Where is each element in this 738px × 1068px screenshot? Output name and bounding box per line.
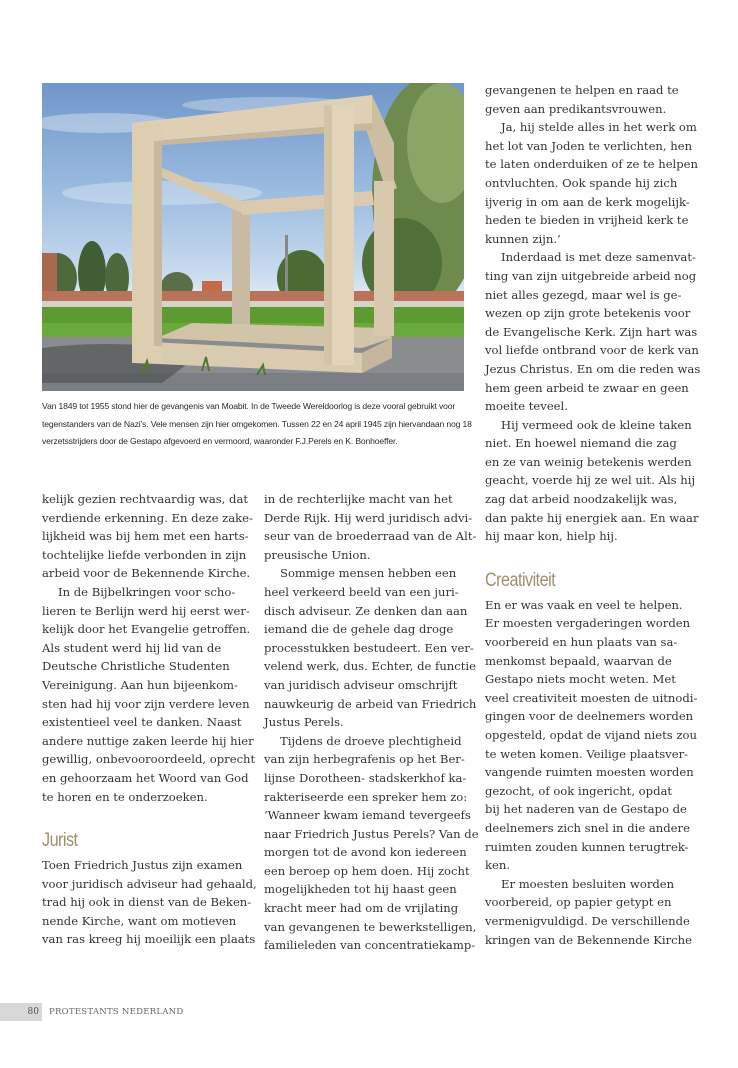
text-line: Inderdaad is met deze samenvat- bbox=[501, 250, 696, 265]
text-line: arbeid voor de Bekennende Kirche. bbox=[42, 566, 251, 581]
text-line: lijkheid was bij hem met een harts- bbox=[42, 529, 249, 544]
text-line: Vereinigung. Aan hun bijeenkom- bbox=[42, 677, 238, 692]
text-line: zag dat arbeid noodzakelijk was, bbox=[485, 492, 678, 507]
text-line: en gehoorzaam het Woord van God bbox=[42, 770, 249, 785]
text-line: van zijn herbegrafenis op het Ber- bbox=[264, 752, 465, 767]
caption-line: Van 1849 tot 1955 stond hier de gevangenis van Moabit. In de Tweede Wereldoorlog is deze vooral gebruikt voor bbox=[42, 401, 456, 411]
text-line: familieleden van concentratiekamp- bbox=[264, 938, 476, 953]
text-line: preusische Union. bbox=[264, 547, 371, 562]
paragraph bbox=[42, 856, 257, 949]
text-line: Als student werd hij lid van de bbox=[42, 640, 222, 655]
text-line: ontvluchten. Ook spande hij zich bbox=[485, 175, 678, 190]
text-line: disch adviseur. Ze denken dan aan bbox=[264, 603, 468, 618]
section-heading-creativiteit: Creativiteit bbox=[485, 569, 556, 591]
text-line: In de Bijbelkringen voor scho- bbox=[58, 584, 236, 599]
memorial-cube-illustration bbox=[42, 83, 464, 391]
text-line: lijnse Dorotheen- stadskerkhof ka- bbox=[264, 770, 467, 785]
text-line: kringen van de Bekennende Kirche bbox=[485, 932, 692, 947]
text-line: gewillig, onbevooroordeeld, oprecht bbox=[42, 752, 256, 767]
text-line: Er moesten besluiten worden bbox=[501, 876, 675, 891]
text-line: lieren te Berlijn werd hij eerst wer- bbox=[42, 603, 250, 618]
text-line: vol liefde ontbrand voor de kerk van bbox=[485, 343, 699, 358]
text-line: nauwkeurig de arbeid van Friedrich bbox=[264, 696, 477, 711]
paragraph bbox=[485, 596, 700, 875]
text-line: veel creativiteit moesten de uitnodi- bbox=[485, 690, 698, 705]
caption-line: tegenstanders van de Nazi’s. Vele mensen zijn hier omgekomen. Tussen 22 en 24 april 1945 zijn hiervandaan nog 18 bbox=[42, 418, 472, 429]
text-line: voorbereid, op papier getypt en bbox=[485, 895, 672, 910]
text-line: geven aan predikantsvrouwen. bbox=[485, 101, 667, 116]
photo-caption bbox=[42, 398, 472, 451]
text-line: in de rechterlijke macht van het bbox=[264, 492, 453, 506]
text-line: seur van de broederraad van de Alt- bbox=[264, 529, 477, 544]
paragraph bbox=[485, 81, 700, 118]
text-line: Tijdens de droeve plechtigheid bbox=[280, 733, 462, 748]
text-column-1 bbox=[42, 490, 257, 949]
paragraph bbox=[42, 583, 257, 806]
text-line: gezocht, of ook ingericht, opdat bbox=[485, 783, 673, 798]
text-line: van gevangenen te bewerkstelligen, bbox=[264, 919, 477, 934]
paragraph bbox=[264, 564, 479, 731]
text-line: verdiende erkenning. En deze zake- bbox=[42, 510, 253, 525]
text-line: iemand die de gehele dag droge bbox=[264, 622, 454, 637]
text-line: En er was vaak en veel te helpen. bbox=[485, 597, 683, 612]
text-line: kracht meer had om de vrijlating bbox=[264, 901, 459, 916]
text-line: Hij vermeed ook de kleine taken bbox=[501, 417, 692, 432]
paragraph bbox=[485, 875, 700, 949]
paragraph bbox=[485, 248, 700, 415]
text-line: van ras kreeg hij moeilijk een plaats bbox=[42, 932, 256, 947]
text-line: ijverig in om aan de kerk mogelijk- bbox=[485, 194, 690, 209]
text-line: heden te bieden in vrijheid kerk te bbox=[485, 213, 689, 228]
text-line: mogelijkheden tot hij haast geen bbox=[264, 882, 457, 897]
text-line: een beroep op hem doen. Hij zocht bbox=[264, 863, 470, 878]
text-line: morgen tot de avond kon iedereen bbox=[264, 845, 467, 860]
text-line: te horen en te onderzoeken. bbox=[42, 789, 208, 804]
text-line: Deutsche Christliche Studenten bbox=[42, 659, 230, 674]
paragraph bbox=[485, 118, 700, 248]
text-line: ken. bbox=[485, 858, 511, 873]
page-footer bbox=[0, 1003, 183, 1021]
page-number: 80 bbox=[27, 1007, 39, 1017]
publication-name: PROTESTANTS NEDERLAND bbox=[49, 1007, 184, 1017]
paragraph bbox=[42, 490, 257, 583]
text-line: Er moesten vergaderingen worden bbox=[485, 616, 691, 631]
text-line: deelnemers zich snel in die andere bbox=[485, 820, 690, 835]
text-line: ‘Wanneer kwam iemand tevergeefs bbox=[264, 808, 471, 823]
text-line: niet. En hoewel niemand die zag bbox=[485, 436, 677, 451]
text-line: niet alles gezegd, maar wel is ge- bbox=[485, 287, 682, 302]
text-line: voorbereid en hun plaats van sa- bbox=[485, 635, 678, 650]
caption-line: verzetsstrijders door de Gestapo afgevoerd en vermoord, waaronder F.J.Perels en K. Bonhoeffer. bbox=[42, 436, 398, 447]
text-line: hem geen arbeid te zwaar en geen bbox=[485, 380, 689, 395]
text-column-3 bbox=[485, 81, 700, 949]
text-line: ting van zijn uitgebreide arbeid nog bbox=[485, 268, 697, 283]
text-line: Ja, hij stelde alles in het werk om bbox=[501, 120, 697, 135]
text-line: bij het naderen van de Gestapo de bbox=[485, 802, 687, 817]
text-line: heel verkeerd beeld van een juri- bbox=[264, 584, 459, 599]
text-line: te laten onderduiken of ze te helpen bbox=[485, 157, 699, 172]
text-line: kelijk gezien rechtvaardig was, dat bbox=[42, 492, 249, 506]
text-line: geacht, voerde hij ze wel uit. Als hij bbox=[485, 473, 696, 488]
text-line: Derde Rijk. Hij werd juridisch advi- bbox=[264, 510, 473, 525]
text-line: velend werk, dus. Echter, de functie bbox=[264, 659, 476, 674]
text-line: en ze van weinig betekenis werden bbox=[485, 454, 692, 469]
text-line: van juridisch adviseur omschrijft bbox=[264, 677, 458, 692]
text-line: Jezus Christus. En om die reden was bbox=[485, 361, 701, 376]
paragraph bbox=[485, 416, 700, 546]
text-line: gevangenen te helpen en raad te bbox=[485, 83, 679, 97]
page-number-box bbox=[0, 1003, 42, 1021]
text-line: wezen op zijn grote betekenis voor bbox=[485, 306, 691, 321]
memorial-photo bbox=[42, 83, 464, 391]
text-line: Toen Friedrich Justus zijn examen bbox=[42, 858, 243, 873]
text-column-2 bbox=[264, 490, 479, 955]
text-line: vangende ruimten moesten worden bbox=[485, 765, 694, 780]
text-line: nende Kirche, want om motieven bbox=[42, 913, 237, 928]
spacer bbox=[42, 806, 257, 826]
text-line: andere nuttige zaken leerde hij hier bbox=[42, 733, 254, 748]
text-line: voor juridisch adviseur had gehaald, bbox=[42, 876, 257, 891]
text-line: menkomst bepaald, waarvan de bbox=[485, 653, 672, 668]
text-line: tochtelijke liefde verbonden in zijn bbox=[42, 547, 247, 562]
text-line: moeite teveel. bbox=[485, 399, 568, 414]
text-line: het lot van Joden te verlichten, hen bbox=[485, 138, 693, 153]
text-line: kunnen zijn.’ bbox=[485, 231, 561, 246]
section-heading-jurist: Jurist bbox=[42, 830, 78, 852]
spacer bbox=[485, 546, 700, 566]
text-line: opgesteld, opdat de vijand niets zou bbox=[485, 728, 697, 742]
text-line: de Evangelische Kerk. Zijn hart was bbox=[485, 324, 698, 339]
text-line: Gestapo niets mocht weten. Met bbox=[485, 672, 676, 687]
text-line: processtukken bestudeert. Een ver- bbox=[264, 640, 474, 655]
text-line: rakteriseerde een spreker hem zo: bbox=[264, 789, 468, 804]
text-line: kelijk door het Evangelie getroffen. bbox=[42, 622, 251, 637]
text-line: te weten komen. Veilige plaatsver- bbox=[485, 746, 689, 761]
text-line: gingen voor de deelnemers worden bbox=[485, 709, 694, 724]
text-line: vermenigvuldigd. De verschillende bbox=[485, 913, 690, 928]
text-line: existentieel veel te danken. Naast bbox=[42, 715, 242, 730]
text-line: trad hij ook in dienst van de Beken- bbox=[42, 895, 252, 910]
text-line: ruimten zouden kunnen terugtrek- bbox=[485, 839, 689, 854]
text-line: Justus Perels. bbox=[264, 715, 344, 730]
paragraph bbox=[264, 490, 479, 564]
paragraph bbox=[264, 732, 479, 955]
text-line: Sommige mensen hebben een bbox=[280, 566, 457, 581]
text-line: hij maar kon, hielp hij. bbox=[485, 529, 618, 544]
text-line: sten had hij voor zijn verdere leven bbox=[42, 696, 250, 711]
text-line: dan pakte hij energiek aan. En waar bbox=[485, 510, 699, 525]
text-line: naar Friedrich Justus Perels? Van de bbox=[264, 826, 479, 841]
